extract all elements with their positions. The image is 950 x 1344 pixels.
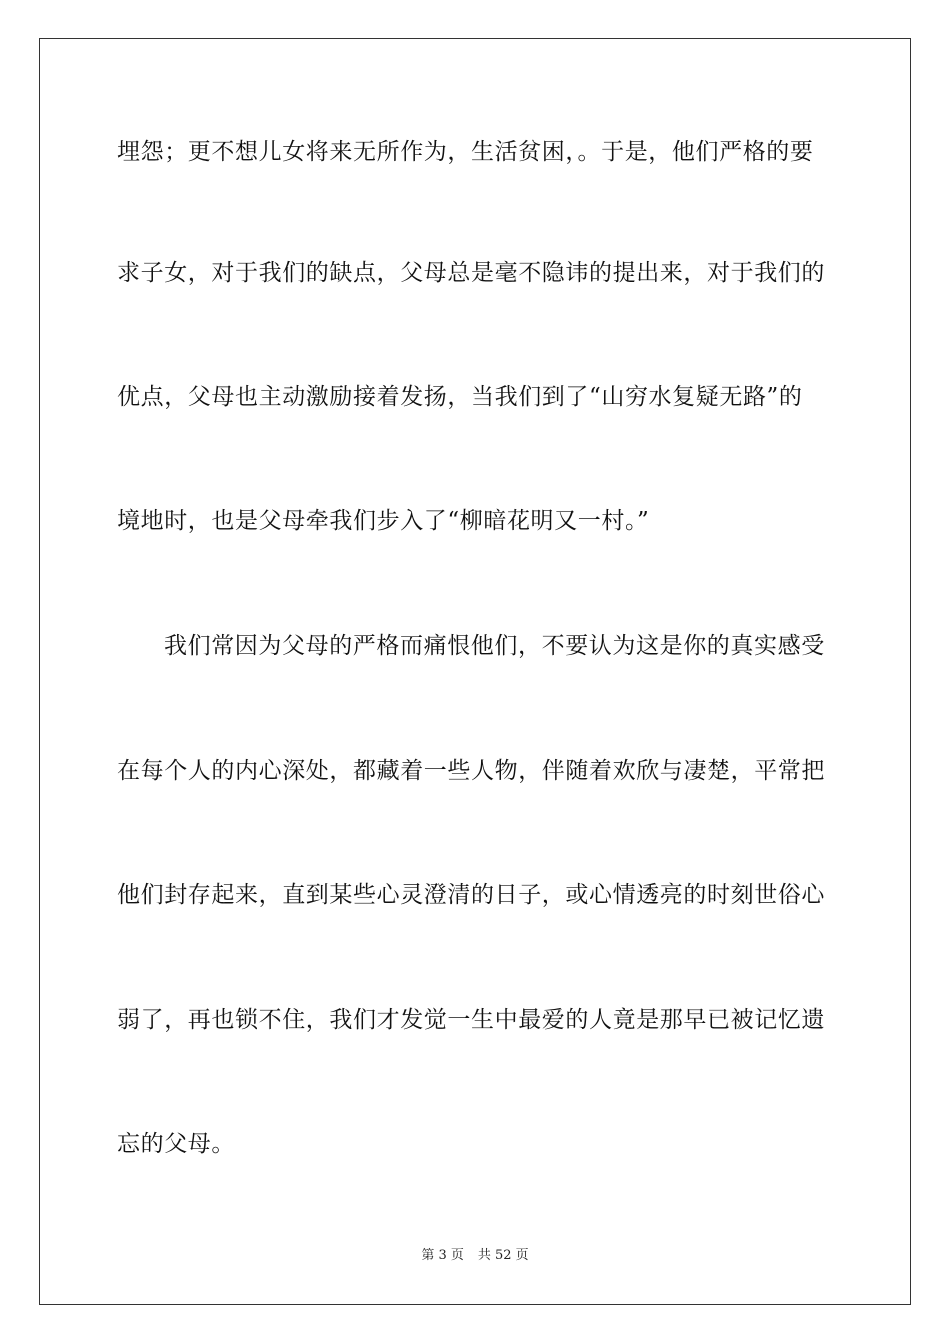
text-line-5: 我们常因为父母的严格而痛恨他们，不要认为这是你的真实感受 — [164, 633, 825, 659]
total-pages: 共 52 页 — [477, 1248, 529, 1263]
text-line-8: 弱了，再也锁不住，我们才发觉一生中最爱的人竟是那早已被记忆遗 — [117, 1007, 825, 1033]
text-line-1: 埋怨；更不想儿女将来无所作为，生活贫困，。于是，他们严格的要 — [117, 139, 814, 165]
text-line-9: 忘的父母。 — [117, 1131, 235, 1157]
text-line-7: 他们封存起来，直到某些心灵澄清的日子，或心情透亮的时刻世俗心 — [117, 882, 825, 908]
text-line-4: 境地时，也是父母牵我们步入了“柳暗花明又一村。” — [117, 508, 650, 534]
text-line-6: 在每个人的内心深处，都藏着一些人物，伴随着欢欣与凄楚，平常把 — [117, 758, 825, 784]
page-footer — [0, 1247, 950, 1265]
page-border — [39, 38, 911, 1305]
text-line-3: 优点，父母也主动激励接着发扬，当我们到了“山穷水复疑无路”的 — [117, 384, 803, 410]
page-number: 第 3 页 — [421, 1248, 464, 1263]
text-line-2: 求子女，对于我们的缺点，父母总是毫不隐讳的提出来，对于我们的 — [117, 260, 825, 286]
